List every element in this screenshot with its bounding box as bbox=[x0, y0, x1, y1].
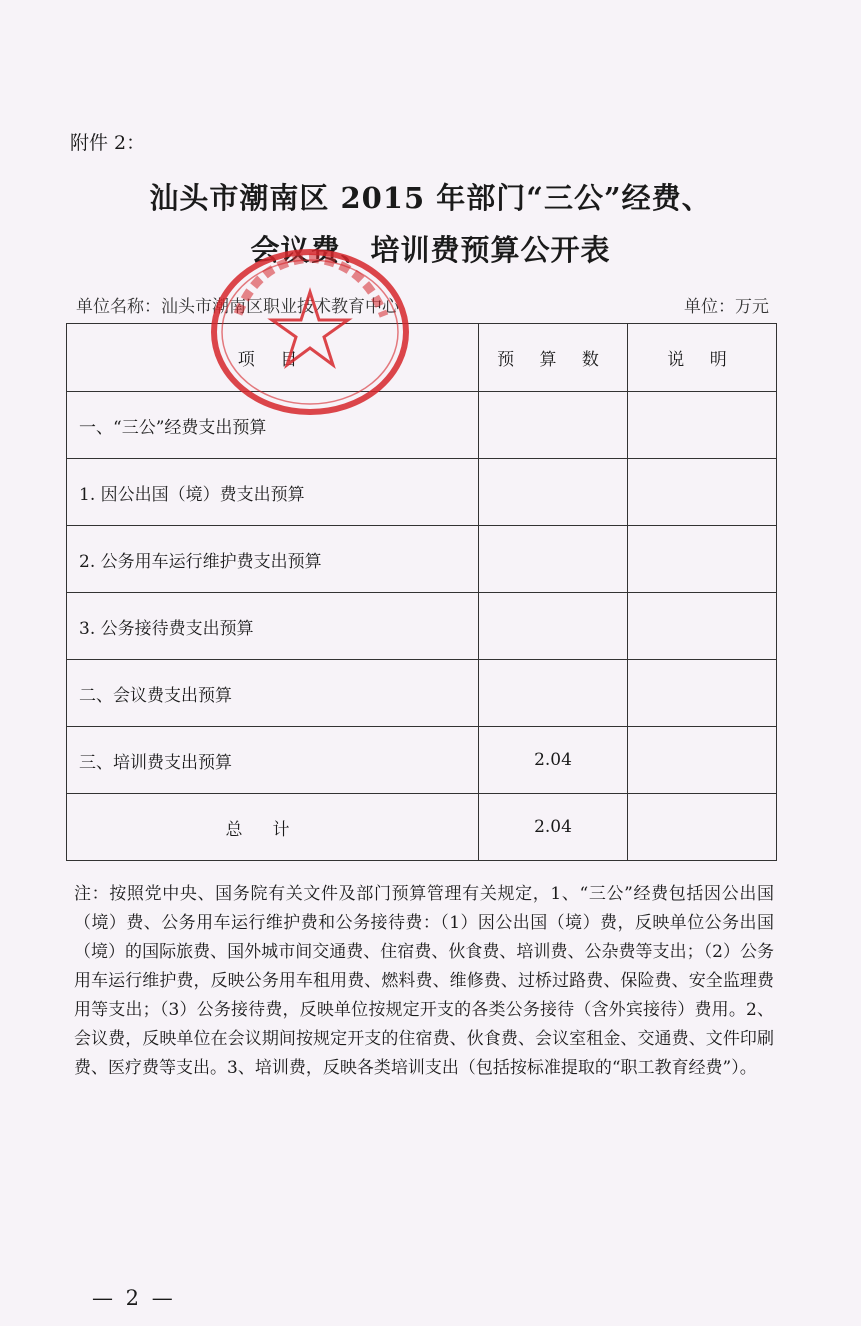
total-amount: 2.04 bbox=[479, 794, 628, 861]
row-amount bbox=[479, 660, 628, 727]
row-note bbox=[628, 392, 777, 459]
row-amount bbox=[479, 593, 628, 660]
page-number: — 2 — bbox=[92, 1286, 176, 1310]
unit-row bbox=[76, 292, 769, 317]
table-row bbox=[67, 660, 777, 727]
row-note bbox=[628, 660, 777, 727]
row-item: 一、“三公”经费支出预算 bbox=[67, 392, 479, 459]
row-item: 二、会议费支出预算 bbox=[67, 660, 479, 727]
footnote: 注：按照党中央、国务院有关文件及部门预算管理有关规定，1、“三公”经费包括因公出国（境）费、公务用车运行维护费和公务接待费：（1）因公出国（境）费，反映单位公务出国（境）的国际旅费、国外城市间交通费、住宿费、伙食费、培训费、公杂费等支出；（2）公务用车运行维护费，反映公务用车租用费、燃料费、维修费、过桥过路费、保险费、安全监理费用等支出；（3）公务接待费，反映单位按规定开支的各类公务接待（含外宾接待）费用。2、会议费，反映单位在会议期间按规定开支的住宿费、伙食费、会议室租金、交通费、文件印刷费、医疗费等支出。3、培训费，反映各类培训支出（包括按标准提取的“职工教育经费”）。 bbox=[74, 884, 774, 1078]
row-item: 1. 因公出国（境）费支出预算 bbox=[67, 459, 479, 526]
row-note bbox=[628, 593, 777, 660]
total-label: 总计 bbox=[67, 794, 479, 861]
table-total-row bbox=[67, 794, 777, 861]
row-amount: 2.04 bbox=[479, 727, 628, 794]
table-row bbox=[67, 727, 777, 794]
row-item: 2. 公务用车运行维护费支出预算 bbox=[67, 526, 479, 593]
row-amount bbox=[479, 526, 628, 593]
header-amount: 预 算 数 bbox=[479, 324, 628, 392]
document-title-line2: 会议费、培训费预算公开表 bbox=[250, 233, 611, 267]
row-amount bbox=[479, 459, 628, 526]
table-row bbox=[67, 392, 777, 459]
row-amount bbox=[479, 392, 628, 459]
budget-table bbox=[66, 323, 777, 861]
header-item: 项 目 bbox=[67, 324, 479, 392]
unit-name: 单位名称：汕头市潮南区职业技术教育中心 bbox=[76, 297, 399, 317]
row-note bbox=[628, 459, 777, 526]
row-note bbox=[628, 526, 777, 593]
table-header-row bbox=[67, 324, 777, 392]
document-title-line1: 汕头市潮南区 2015 年部门“三公”经费、 bbox=[149, 181, 712, 215]
table-row bbox=[67, 459, 777, 526]
unit-currency: 单位：万元 bbox=[684, 297, 769, 317]
row-note bbox=[628, 727, 777, 794]
attachment-label: 附件 2： bbox=[70, 132, 146, 154]
header-note: 说 明 bbox=[628, 324, 777, 392]
row-item: 三、培训费支出预算 bbox=[67, 727, 479, 794]
total-note bbox=[628, 794, 777, 861]
row-item: 3. 公务接待费支出预算 bbox=[67, 593, 479, 660]
table-row bbox=[67, 526, 777, 593]
table-row bbox=[67, 593, 777, 660]
